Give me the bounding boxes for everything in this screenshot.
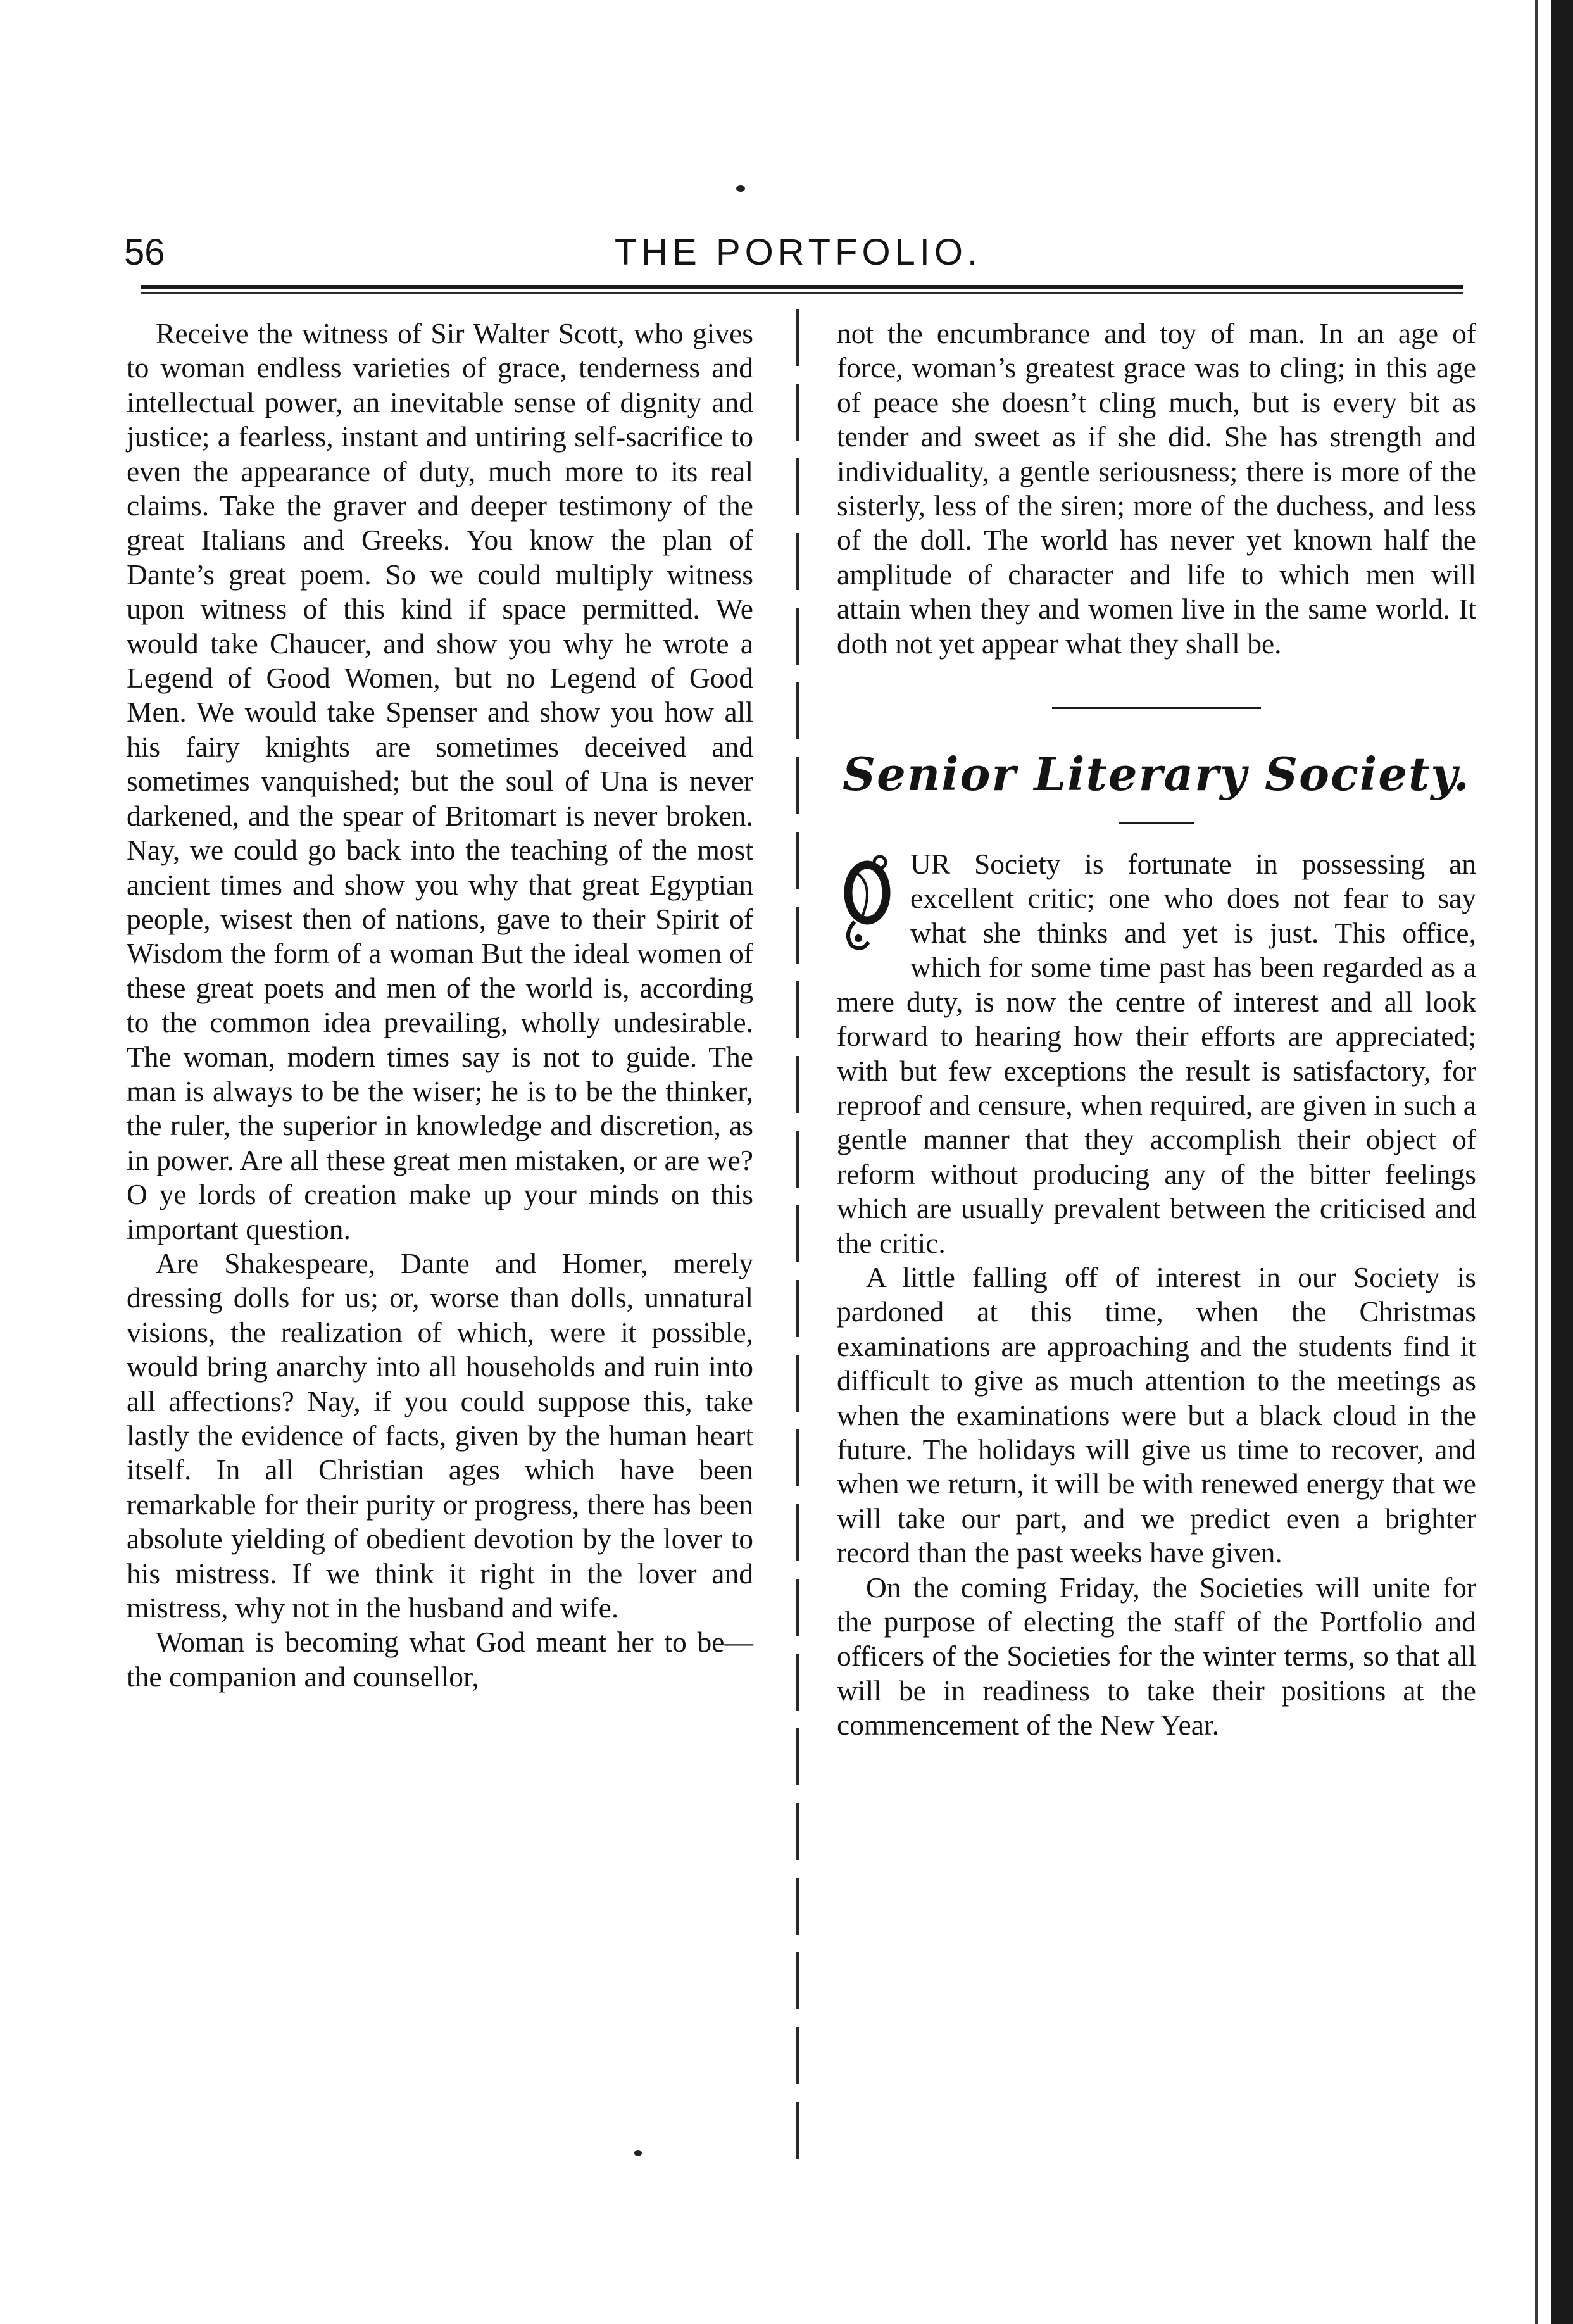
- print-speck: [634, 2150, 642, 2156]
- first-paragraph-rest: UR Society is fortunate in possessing an excellent critic; one who does not fear to say what she thinks and yet is just. This office, which for some time past has been regarded as a mere duty, is now the centre of interest and all look forward to hearing how their efforts are appreciated; with but few exceptions the result is satisfactory, for reproof and censure, when required, are given in such a gentle manner that they accomplish their object of reform without producing any of the bitter feelings which are usually prevalent between the criticised and the critic.: [837, 848, 1476, 1259]
- page-edge-line: [1535, 0, 1538, 2324]
- paragraph: A little falling off of interest in our Society is pardoned at this time, when the Christmas examinations are approaching and the students find it difficult to give as much attention to the meetings as when the examinations were but a black cloud in the future. The holidays will give us time to recover, and when we return, it will be with renewed energy that we will take our part, and we predict even a brighter record than the past weeks have given.: [837, 1260, 1476, 1569]
- paragraph: Woman is becoming what God meant her to be—the companion and counsellor,: [127, 1626, 753, 1693]
- column-divider: [796, 309, 799, 2161]
- page-number: 56: [124, 232, 165, 273]
- page-header: [124, 218, 1472, 288]
- paragraph: Are Shakespeare, Dante and Homer, merely dressing dolls for us; or, worse than dolls, unnatural visions, the realization of which, were it possible, would bring anarchy into all households and ruin into all affections? Nay, if you could suppose this, take lastly the evidence of facts, given by the human heart itself. In all Christian ages which have been remarkable for their purity or progress, there has been absolute yielding of obedient devotion by the lover to his mistress. If we think it right in the lover and mistress, why not in the husband and wife.: [127, 1247, 753, 1624]
- drop-cap-ornament: [837, 853, 898, 953]
- first-paragraph: [837, 847, 1476, 1260]
- paragraph: Receive the witness of Sir Walter Scott, who gives to woman endless varieties of grace, tenderness and intellectual power, an inevitable sense of dignity and justice; a fearless, instant and untiring self-sacrifice to even the appearance of duty, much more to its real claims. Take the graver and deeper testimony of the great Italians and Greeks. You know the plan of Dante’s great poem. So we could multiply witness upon witness of this kind if space permitted. We would take Chaucer, and show you why he wrote a Legend of Good Women, but no Legend of Good Men. We would take Spenser and show you how all his fairy knights are sometimes deceived and sometimes vanquished; but the soul of Una is never darkened, and the spear of Britomart is never broken. Nay, we could go back into the teaching of the most ancient times and show you why that great Egyptian people, wisest then of nations, gave to their Spirit of Wisdom the form of a woman But the ideal women of these great poets and men of the world is, according to the common idea prevailing, wholly undesirable. The woman, modern times say is not to guide. The man is always to be the wiser; he is to be the thinker, the ruler, the superior in knowledge and discretion, as in power. Are all these great men mistaken, or are we? O ye lords of creation make up your minds on this important question.: [127, 317, 753, 1245]
- page-edge-gap: [1538, 0, 1551, 2324]
- print-speck: [736, 185, 745, 192]
- right-column: [837, 317, 1476, 1743]
- header-rule: [141, 285, 1463, 289]
- drop-cap-icon: [837, 853, 898, 953]
- running-title: THE PORTFOLIO.: [614, 232, 982, 273]
- header-rule-thin: [141, 292, 1463, 294]
- left-column: [127, 317, 753, 1694]
- title-underline: [1119, 822, 1194, 824]
- section-divider: [1052, 707, 1261, 709]
- paragraph: On the coming Friday, the Societies will unite for the purpose of electing the staff of the Portfolio and officers of the Societies for the winter terms, so that all will be in readiness to take their positions at the commencement of the New Year.: [837, 1571, 1476, 1742]
- page-edge-shadow: [1551, 0, 1573, 2324]
- paragraph-continuation: not the encumbrance and toy of man. In an age of force, woman’s greatest grace was to cling; in this age of peace she doesn’t cling much, but is every bit as tender and sweet as if she did. She has strength and individuality, a gentle seriousness; there is more of the sisterly, less of the siren; more of the duchess, and less of the doll. The world has never yet known half the amplitude of character and life to which men will attain when they and women live in the same world. It doth not yet appear what they shall be.: [837, 317, 1476, 660]
- first-paragraph-text: [837, 847, 1476, 1260]
- section-title: Senior Literary Society.: [843, 747, 1470, 801]
